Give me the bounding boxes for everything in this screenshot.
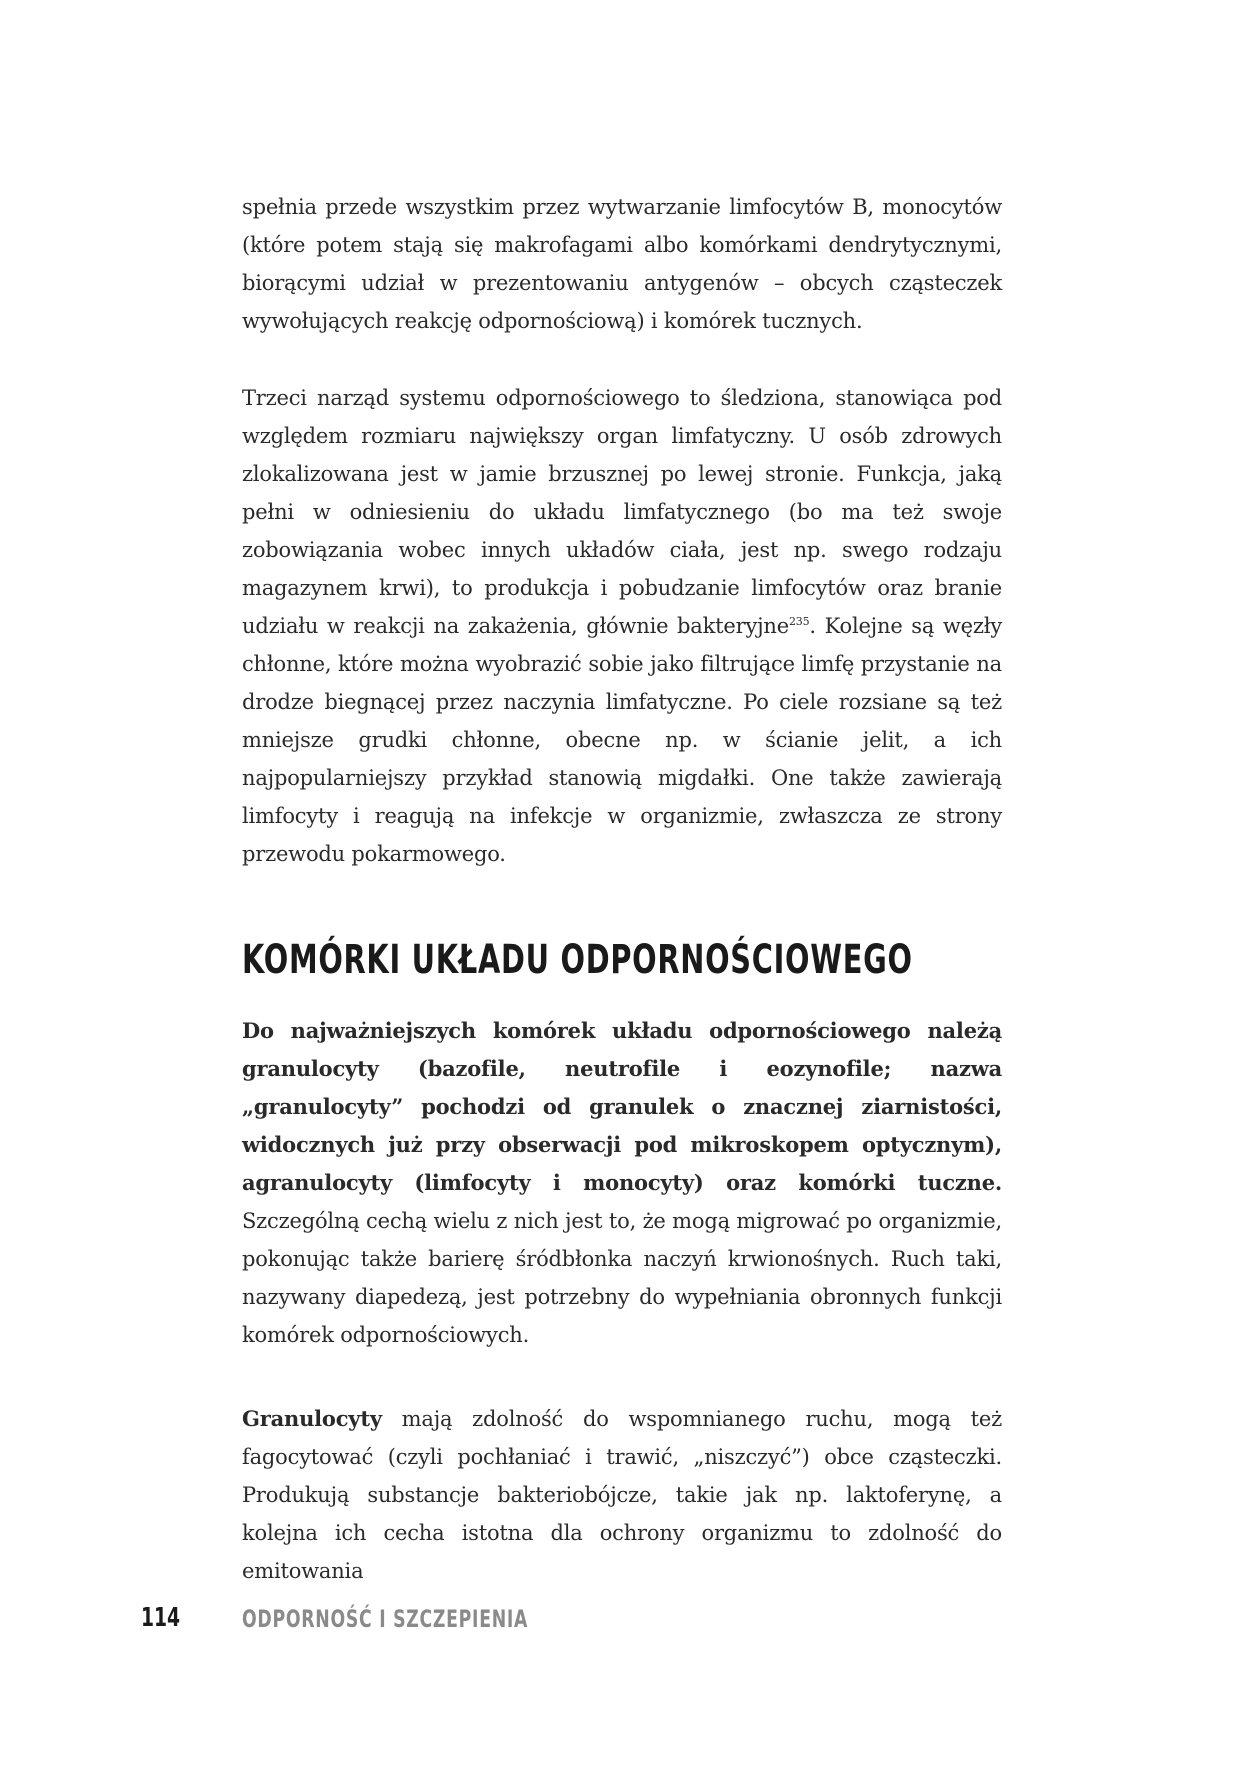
- paragraph-immune-cells: [242, 1012, 1002, 1354]
- section-heading: KOMÓRKI UKŁADU ODPORNOŚCIOWEGO: [242, 937, 913, 983]
- regular-text: mają zdolność do wspomnianego ruchu, mogą też fagocytować (czyli pochłaniać i trawić, „niszczyć”) obce cząsteczki. Produkują substancje bakteriobójcze, takie jak np. laktoferynę, a kolejna ich cecha istotna dla ochrony organizmu to zdolność do emitowania: [242, 1407, 1002, 1583]
- paragraph-text: spełnia przede wszystkim przez wytwarzanie limfocytów B, monocytów (które potem stają się makrofagami albo komórkami dendrytycznymi, biorącymi udział w prezentowaniu antygenów – obcych cząsteczek wywołujących reakcję odpornościową) i komórek tucznych.: [242, 195, 1002, 333]
- bold-term: Granulocyty: [242, 1406, 382, 1431]
- running-footer-title: ODPORNOŚĆ I SZCZEPIENIA: [242, 1605, 529, 1633]
- paragraph-text-before-footnote: Trzeci narząd systemu odpornościowego to śledziona, stanowiąca pod względem rozmiaru największy organ limfatyczny. U osób zdrowych zlokalizowana jest w jamie brzusznej po lewej stronie. Funkcja, jaką pełni w odniesieniu do układu limfatycznego (bo ma też swoje zobowiązania wobec innych układów ciała, jest np. swego rodzaju magazynem krwi), to produkcja i pobudzanie limfocytów oraz branie udziału w reakcji na zakażenia, głównie bakteryjne: [242, 386, 1002, 638]
- regular-text: Szczególną cechą wielu z nich jest to, że mogą migrować po organizmie, pokonując także barierę śródbłonka naczyń krwionośnych. Ruch taki, nazywany diapedezą, jest potrzebny do wypełniania obronnych funkcji komórek odpornościowych.: [242, 1209, 1002, 1347]
- bold-lead-text: Do najważniejszych komórek układu odpornościowego należą granulocyty (bazofile, neutrofile i eozynofile; nazwa „granulocyty” pochodzi od granulek o znacznej ziarnistości, widocznych już przy obserwacji pod mikroskopem optycznym), agranulocyty (limfocyty i monocyty) oraz komórki tuczne.: [242, 1018, 1002, 1195]
- paragraph-continuation: [242, 188, 1002, 340]
- paragraph-spleen-lymph-nodes: [242, 379, 1002, 873]
- paragraph-text: [242, 379, 1002, 873]
- footnote-reference: 235: [788, 615, 810, 628]
- paragraph-text: [242, 1012, 1002, 1354]
- paragraph-text: [242, 1400, 1002, 1590]
- paragraph-text-after-footnote: . Kolejne są węzły chłonne, które można wyobrazić sobie jako filtrujące limfę przystanie na drodze biegnącej przez naczynia limfatyczne. Po ciele rozsiane są też mniejsze grudki chłonne, obecne np. w ścianie jelit, a ich najpopularniejszy przykład stanowią migdałki. One także zawierają limfocyty i reagują na infekcje w organizmie, zwłaszcza ze strony przewodu pokarmowego.: [242, 614, 1002, 866]
- paragraph-granulocytes: [242, 1400, 1002, 1590]
- page-number: 114: [141, 1603, 181, 1633]
